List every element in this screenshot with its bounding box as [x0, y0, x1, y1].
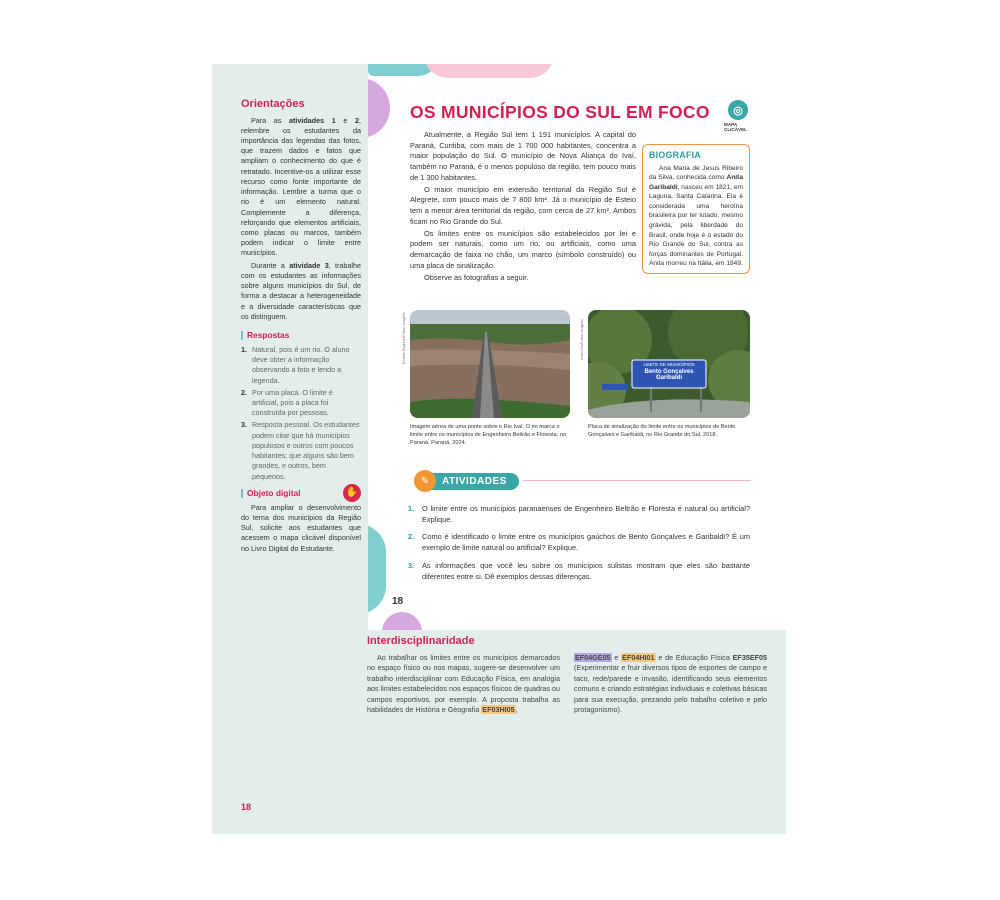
river-bridge-illustration [410, 310, 570, 418]
orientacoes-heading: Orientações [241, 98, 305, 110]
decor-blob-purple [368, 78, 390, 138]
activity-text: As informações que você leu sobre os municípios sulistas mostram que eles são bastante diferentes entre si. Dê exemplos dessas diferenças. [422, 560, 750, 581]
text-run: , trabalhe com os estudantes as informações sobre alguns municípios do Sul, de forma a destacar a heterogeneidade e a diversidade características que os distinguem. [241, 260, 361, 321]
emphasis: atividades 1 [289, 115, 336, 125]
biography-box [642, 144, 750, 274]
text-run: Ao trabalhar os limites entre os municípios demarcados no espaço físico ou nos mapas, sugere-se desenvolver um trabalho interdisciplinar com Educação Física, em analogia aos limites estabelecidos nos espaços físicos de quadras ou campos esportivos, por exemplo. A proposta trabalha as habilidades de História e Geografia [367, 652, 560, 715]
text-run: , relembre os estudantes da importância das legendas das fotos, que trazem dados e fatos que ampliam o conhecimento do que é retratado. Incentive-os a utilizar esse recurso como fonte importante de informação. Lembre a turma que o rio é um elemento natural. Complemente a diferença, reforçando que elementos artificiais, como placas ou marcos, também podem indicar o limite entre municípios. [241, 115, 361, 258]
skill-code: EF04GE05 [575, 652, 611, 662]
photo-caption: Placa de sinalização do limite entre os municípios de Bento Gonçalves e Garibaldi, no Rio Grande do Sul, 2018. [588, 424, 736, 438]
text-run: Ana Maria de Jesus Ribeiro da Silva, conhecida como [649, 164, 743, 182]
activity-item [408, 532, 750, 553]
text-run: Durante a [251, 260, 290, 270]
objeto-digital-heading [241, 488, 301, 500]
emphasis: 2 [354, 115, 359, 125]
emphasis: EF35EF05 [732, 652, 767, 662]
decor-blob-pink [424, 64, 554, 78]
answer-item [241, 420, 361, 481]
text-run: e [611, 652, 622, 662]
text-run: , nasceu em 1821, em Laguna, Santa Catarina. Ela é considerada uma heroína brasileira por ter lutado, mesmo grávida, pela liberdade do Brasil, onde hoje é o estado do Rio Grande do Sul, contra as forças dominantes de Portugal. Anita morreu na Itália, em 1849. [649, 183, 743, 268]
answer-text: Natural, pois é um rio. O aluno deve obter a informação observando a foto e lendo a legenda. [252, 344, 350, 385]
clickable-map-label: MAPA CLICÁVEL [724, 122, 747, 133]
teacher-page-number: 18 [241, 802, 252, 812]
emphasis: atividade 3 [289, 260, 329, 270]
skill-code: EF04HI01 [622, 652, 655, 662]
interdisciplinaridade-section [367, 634, 767, 716]
objeto-digital-header [241, 484, 361, 503]
photo-municipality-sign [588, 310, 750, 418]
activity-text: O limite entre os municípios paranaenses de Engenheiro Beltrão e Floresta é natural ou artificial? Explique. [422, 504, 750, 524]
intro-paragraph: Observe as fotografias a seguir. [424, 272, 529, 282]
answer-item [241, 345, 361, 386]
decor-blob-teal-bottom [368, 524, 386, 614]
intro-paragraph: O maior município em extensão territorial da Região Sul é Alegrete, com pouco mais de 7 800 km². Já o município de Esteio tem a menor área territorial da região, com cerca de 27 km². Ambos ficam no Rio Grande do Sul. [410, 184, 636, 226]
activities-heading [414, 470, 519, 492]
activities-list [408, 504, 750, 589]
skill-code: EF03HI05 [482, 705, 515, 715]
answer-number: 2. [241, 387, 247, 397]
activity-text: Como é identificado o limite entre os municípios gaúchos de Bento Gonçalves e Garibaldi? É um exemplo de limite natural ou artificial? Explique. [422, 532, 750, 553]
text-run: (Experimentar e fruir diversos tipos de esportes de campo e taco, rede/parede e invasão, identificando seus elementos comuns e criando estratégias individuais e coletivas básicas para sua execução, prezando pelo trabalho coletivo e pelo protagonismo). [574, 663, 767, 715]
answer-number: 1. [241, 344, 247, 354]
activity-item [408, 561, 750, 582]
clickable-map-icon[interactable]: ◎ [728, 100, 748, 120]
photo-river-bridge [410, 310, 570, 418]
text-run: e de Educação Física [655, 652, 733, 662]
respostas-heading [241, 330, 361, 342]
answers-list [241, 345, 361, 482]
answer-text: Resposta pessoal. Os estudantes podem citar que há municípios populosos e outros com poucos habitantes; que alguns são bem grandes, e outros, bem pequenos. [252, 420, 360, 481]
biography-text [649, 164, 743, 269]
orientacoes-paragraph-2 [241, 261, 361, 322]
photo-credit: Ernesto Reghran/Pulsar Imagens [402, 312, 406, 364]
digital-object-hand-icon[interactable]: ✋ [343, 484, 361, 502]
heading-bar [241, 489, 243, 498]
intro-paragraph: Os limites entre os municípios são estabelecidos por lei e podem ser naturais, como um rio, ou artificiais, como uma demarcação de faixa no chão, um marco (símbolo construído) ou uma placa de sinalização. [410, 228, 636, 270]
intro-paragraph: Atualmente, a Região Sul tem 1 191 municípios. A capital do Paraná, Curitiba, com mais de 1 700 000 habitantes, concentra a maior população do Sul. O município de Nova Aliança do Ivaí, também no Paraná, é o menos populoso da região, tem pouco mais de 1 300 habitantes. [410, 130, 636, 182]
student-page [368, 64, 786, 630]
interdisciplinaridade-col-1 [367, 653, 560, 716]
biography-heading: BIOGRAFIA [649, 150, 702, 160]
orientacoes-paragraph-1 [241, 116, 361, 259]
activities-banner: ATIVIDADES [430, 473, 519, 490]
intro-text [410, 130, 636, 284]
pencil-icon: ✎ [414, 470, 436, 492]
heading-bar [241, 331, 243, 340]
respostas-heading-label: Respostas [247, 329, 290, 340]
photo-caption: Imagem aérea de uma ponte sobre o Rio Ivaí. O rio marca o limite entre os municípios de Engenheiro Beltrão e Floresta, no Paraná. Paraná, 2024. [410, 424, 567, 446]
text-run: Para as [251, 115, 289, 125]
sign-line-2: Bento Gonçalves [644, 369, 694, 375]
activity-number: 1. [408, 504, 415, 513]
sign-line-3: Garibaldi [655, 375, 682, 381]
text-run: e [335, 115, 355, 125]
activities-rule [523, 480, 751, 481]
page-title: OS MUNICÍPIOS DO SUL EM FOCO [410, 102, 710, 122]
objeto-digital-heading-label: Objeto digital [247, 487, 301, 498]
activity-number: 2. [408, 532, 415, 542]
interdisciplinaridade-heading: Interdisciplinaridade [367, 635, 475, 647]
sign-text [632, 361, 706, 381]
teacher-side-column [241, 97, 361, 556]
text-run: , [515, 705, 518, 715]
decor-blob-purple-bottom [382, 612, 422, 630]
answer-item [241, 388, 361, 419]
emphasis: Anita Garibaldi [649, 174, 743, 191]
title-row [410, 102, 710, 123]
student-page-number: 18 [392, 596, 404, 607]
activity-item [408, 504, 750, 525]
sign-line-1: LIMITE DE MUNICÍPIOS [643, 362, 695, 367]
answer-number: 3. [241, 420, 247, 430]
photo-credit: Andre Dib/Pulsar Imagens [580, 319, 584, 360]
objeto-digital-text: Para ampliar o desenvolvimento do tema dos municípios da Região Sul, solicite aos estudantes que acessem o mapa clicável disponível no Livro Digital do Estudante. [241, 502, 361, 553]
interdisciplinaridade-col-2 [574, 653, 767, 716]
activity-number: 3. [408, 560, 415, 570]
answer-text: Por uma placa. O limite é artificial, pois a placa foi construída por pessoas. [252, 387, 333, 418]
